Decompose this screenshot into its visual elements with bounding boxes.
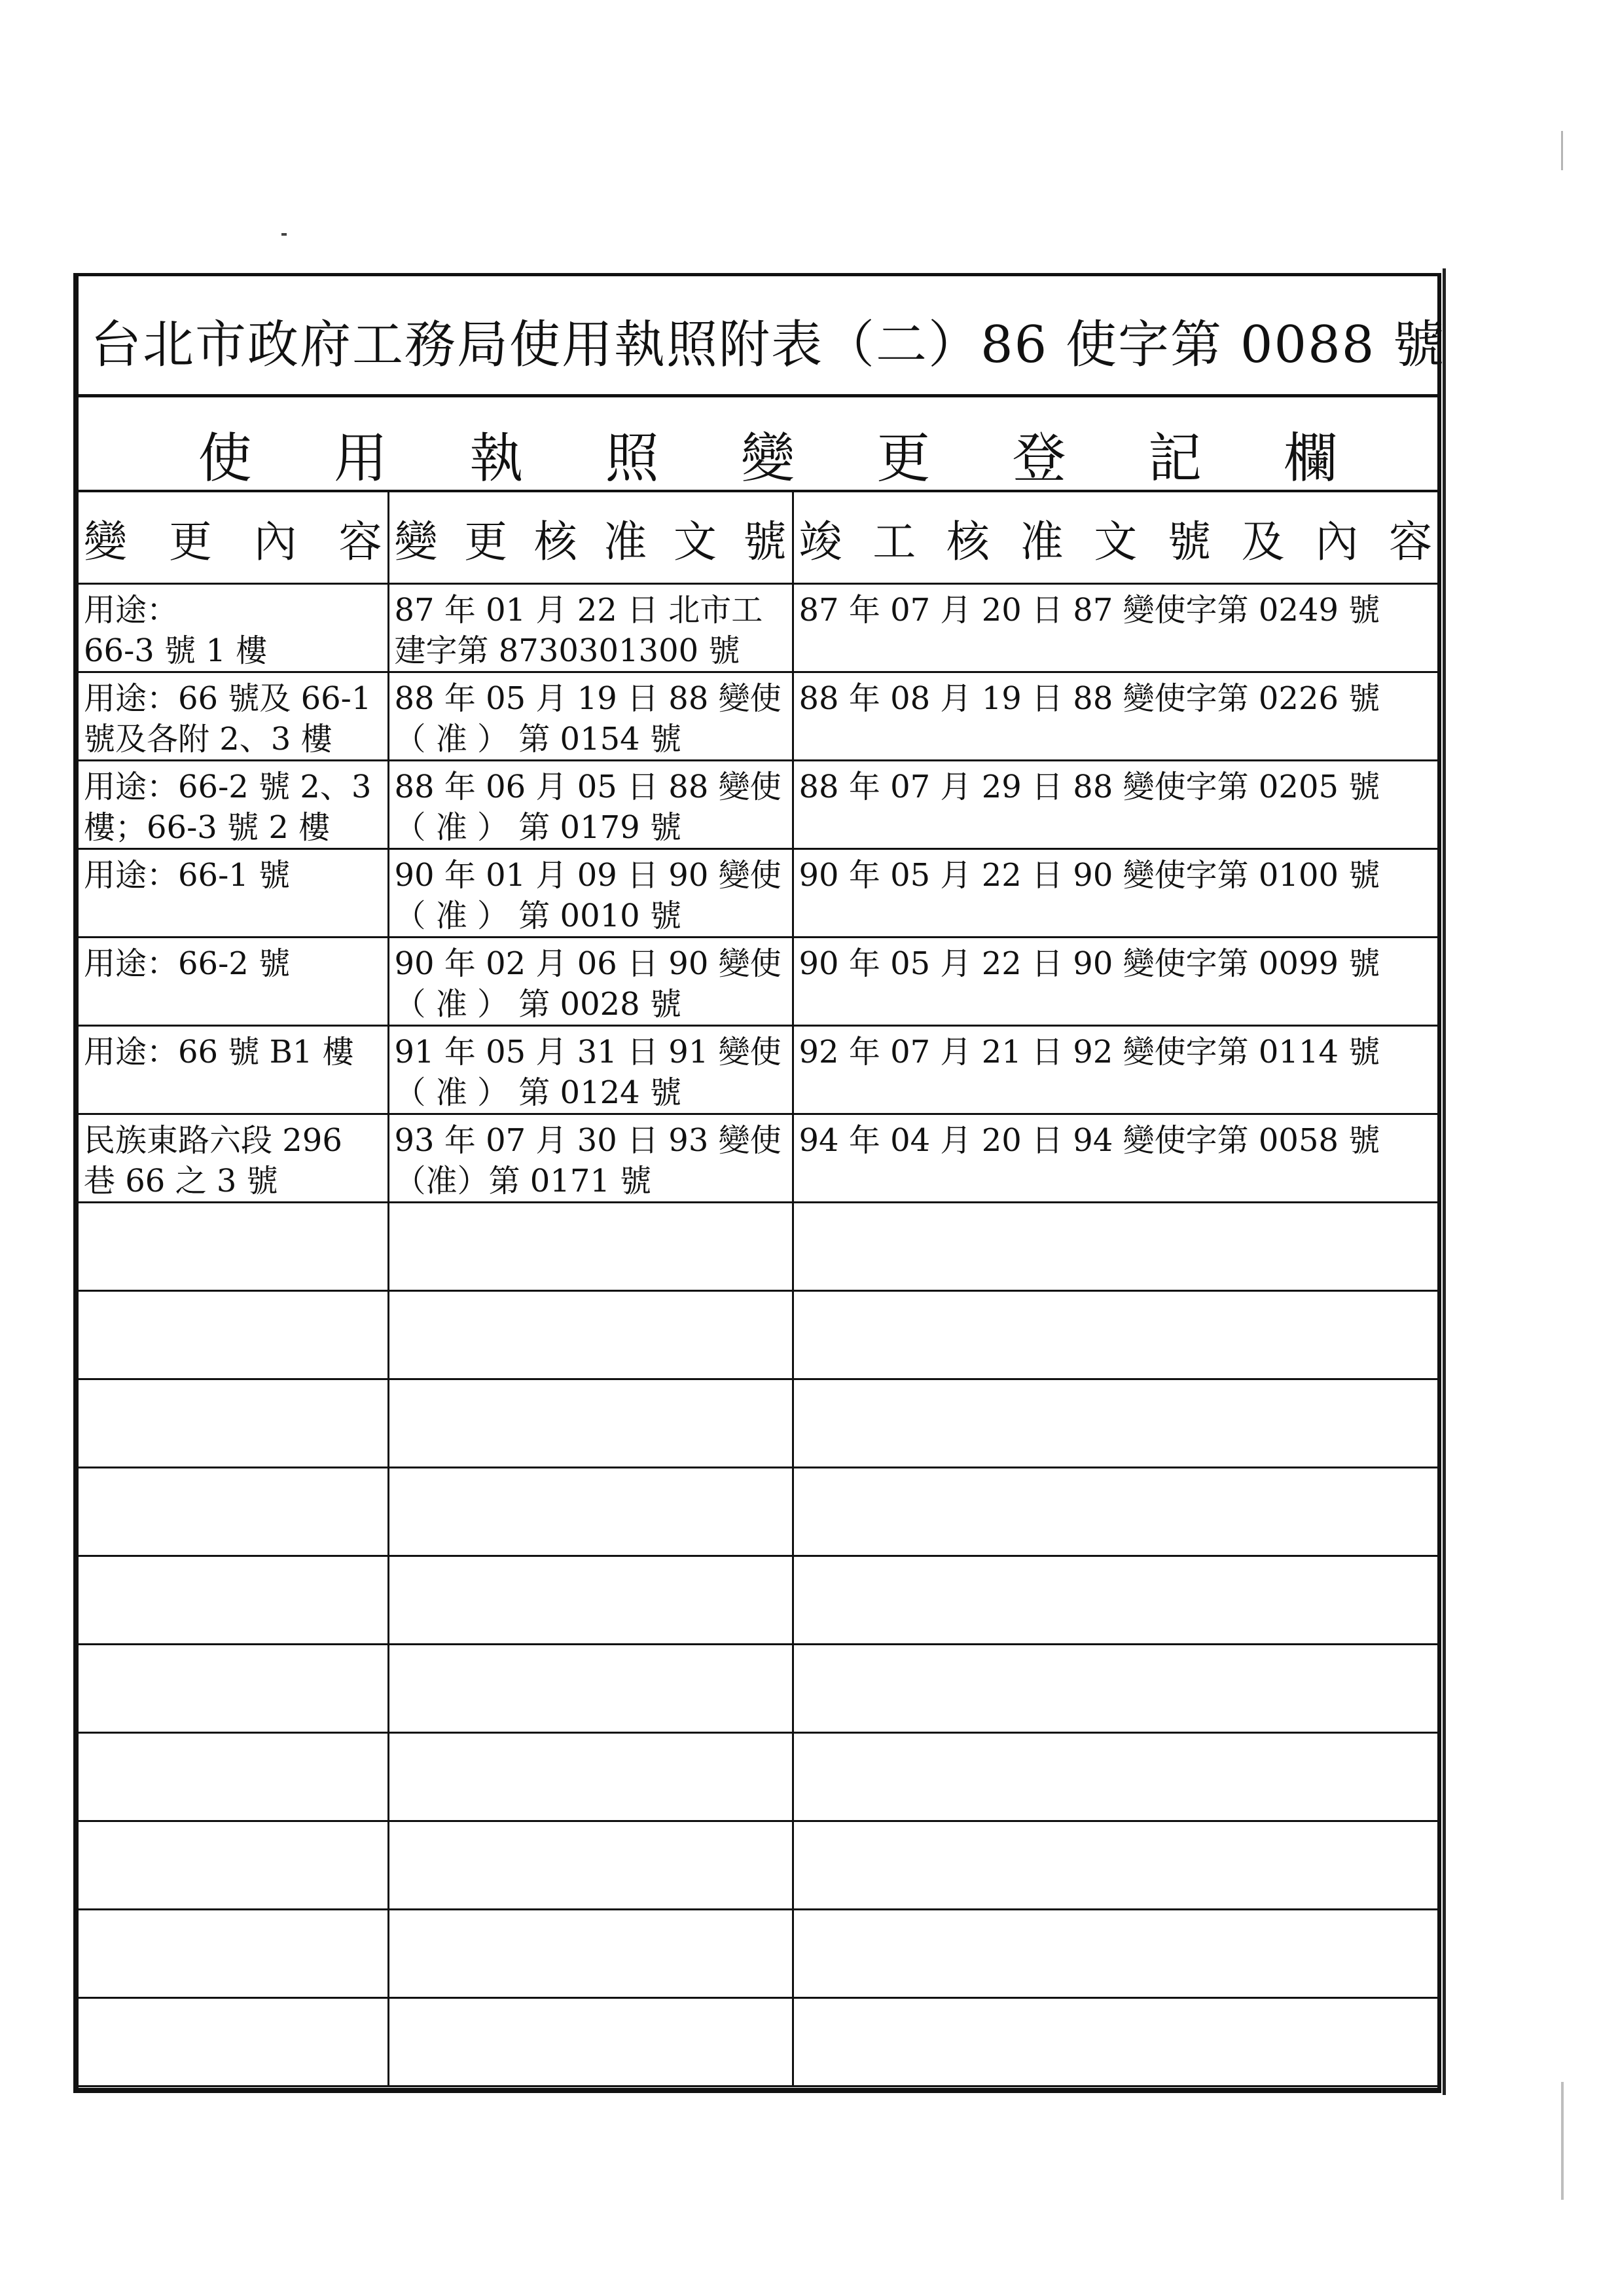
cell-completion-approval [793, 849, 1437, 938]
cell-change-content [79, 1026, 388, 1114]
empty-cell [793, 1468, 1437, 1556]
cell-completion-approval [793, 672, 1437, 761]
change-register-table [79, 492, 1437, 2087]
empty-cell [79, 1910, 388, 1998]
cell-completion-approval [793, 1114, 1437, 1203]
empty-cell [793, 1733, 1437, 1821]
cell-approval-number [388, 1026, 793, 1114]
cell-completion-approval-text: 90 年 05 月 22 日 90 變使字第 0099 號 [799, 945, 1380, 982]
section-heading-char: 執 [469, 428, 524, 490]
empty-cell [388, 1645, 793, 1733]
header-char: 文 [1094, 516, 1138, 567]
table-row [79, 849, 1437, 938]
header-change-content [79, 492, 388, 584]
header-char: 工 [872, 516, 916, 567]
header-char: 容 [338, 516, 382, 567]
header-char: 變 [394, 516, 438, 567]
header-char: 文 [673, 516, 717, 567]
empty-row [79, 1998, 1437, 2086]
cell-change-content [79, 672, 388, 761]
empty-cell [79, 1468, 388, 1556]
empty-row [79, 1291, 1437, 1379]
cell-completion-approval-text: 87 年 07 月 20 日 87 變使字第 0249 號 [799, 592, 1380, 629]
cell-completion-approval-text: 88 年 08 月 19 日 88 變使字第 0226 號 [799, 680, 1380, 717]
section-heading-char: 記 [1147, 428, 1202, 490]
empty-row [79, 1821, 1437, 1910]
cell-change-content-text: 用途： 66-3 號 1 樓 [84, 592, 268, 669]
empty-cell [79, 1379, 388, 1468]
header-char: 准 [603, 516, 647, 567]
cell-approval-number-text: 88 年 05 月 19 日 88 變使 （ 准 ） 第 0154 號 [394, 680, 782, 757]
header-char: 號 [743, 516, 787, 567]
header-char: 內 [253, 516, 297, 567]
title-row [79, 276, 1446, 397]
cell-completion-approval-text: 90 年 05 月 22 日 90 變使字第 0100 號 [799, 857, 1380, 894]
cell-change-content [79, 761, 388, 849]
cell-approval-number-text: 90 年 02 月 06 日 90 變使 （ 准 ） 第 0028 號 [394, 945, 782, 1023]
cell-change-content-text: 用途：66-2 號 [84, 945, 291, 982]
empty-cell [79, 1645, 388, 1733]
cell-approval-number [388, 761, 793, 849]
section-heading-char: 照 [605, 428, 659, 490]
table-row [79, 761, 1437, 849]
cell-completion-approval [793, 938, 1437, 1026]
empty-cell [388, 1203, 793, 1291]
table-row [79, 1026, 1437, 1114]
table-body [79, 584, 1437, 2086]
cell-change-content-text: 用途：66-2 號 2、3 樓；66-3 號 2 樓 [84, 769, 372, 846]
empty-cell [79, 1203, 388, 1291]
empty-cell [388, 1733, 793, 1821]
document-title: 台北市政府工務局使用執照附表（二）86 使字第 0088 號 [90, 316, 1446, 374]
empty-row [79, 1203, 1437, 1291]
empty-row [79, 1910, 1437, 1998]
cell-approval-number [388, 849, 793, 938]
cell-approval-number-text: 90 年 01 月 09 日 90 變使 （ 准 ） 第 0010 號 [394, 857, 782, 934]
empty-row [79, 1556, 1437, 1645]
empty-cell [793, 1910, 1437, 1998]
cell-change-content-text: 用途：66-1 號 [84, 857, 291, 894]
empty-cell [79, 1821, 388, 1910]
cell-change-content-text: 民族東路六段 296 巷 66 之 3 號 [84, 1122, 342, 1199]
cell-approval-number [388, 672, 793, 761]
empty-cell [793, 1556, 1437, 1645]
table-header-row [79, 492, 1437, 584]
cell-approval-number-text: 88 年 06 月 05 日 88 變使 （ 准 ） 第 0179 號 [394, 769, 782, 846]
header-approval-number [388, 492, 793, 584]
empty-cell [793, 1203, 1437, 1291]
empty-cell [793, 1379, 1437, 1468]
section-heading-char: 用 [333, 428, 387, 490]
cell-completion-approval [793, 584, 1437, 672]
section-heading [79, 416, 1437, 492]
cell-completion-approval [793, 1026, 1437, 1114]
cell-approval-number-text: 87 年 01 月 22 日 北市工 建字第 8730301300 號 [394, 592, 763, 669]
header-char: 內 [1315, 516, 1359, 567]
empty-cell [79, 1291, 388, 1379]
section-heading-row [79, 397, 1437, 492]
section-heading-char: 更 [876, 428, 931, 490]
header-char: 更 [168, 516, 212, 567]
empty-cell [388, 1998, 793, 2086]
empty-row [79, 1468, 1437, 1556]
cell-completion-approval-text: 88 年 07 月 29 日 88 變使字第 0205 號 [799, 769, 1380, 805]
empty-cell [388, 1291, 793, 1379]
empty-cell [793, 1821, 1437, 1910]
cell-change-content [79, 849, 388, 938]
empty-cell [793, 1998, 1437, 2086]
scan-speck [1561, 131, 1563, 170]
cell-change-content-text: 用途：66 號 B1 樓 [84, 1034, 354, 1070]
empty-row [79, 1733, 1437, 1821]
page-edge-shadow [1443, 268, 1446, 2095]
cell-approval-number [388, 938, 793, 1026]
header-char: 及 [1241, 516, 1285, 567]
cell-approval-number [388, 1114, 793, 1203]
empty-cell [388, 1468, 793, 1556]
header-char: 准 [1020, 516, 1064, 567]
empty-cell [388, 1910, 793, 1998]
cell-completion-approval-text: 94 年 04 月 20 日 94 變使字第 0058 號 [799, 1122, 1380, 1159]
section-heading-char: 欄 [1284, 428, 1338, 490]
cell-change-content [79, 1114, 388, 1203]
empty-cell [79, 1556, 388, 1645]
empty-cell [79, 1998, 388, 2086]
cell-approval-number [388, 584, 793, 672]
header-char: 變 [84, 516, 127, 567]
cell-completion-approval-text: 92 年 07 月 21 日 92 變使字第 0114 號 [799, 1034, 1380, 1070]
usage-permit-form [73, 273, 1446, 2093]
cell-approval-number-text: 91 年 05 月 31 日 91 變使 （ 准 ） 第 0124 號 [394, 1034, 782, 1111]
section-heading-char: 使 [198, 428, 252, 490]
empty-cell [793, 1291, 1437, 1379]
header-char: 更 [464, 516, 508, 567]
empty-row [79, 1645, 1437, 1733]
header-char: 竣 [799, 516, 842, 567]
table-row [79, 938, 1437, 1026]
empty-cell [388, 1556, 793, 1645]
header-completion-approval [793, 492, 1437, 584]
header-char: 號 [1167, 516, 1211, 567]
header-char: 容 [1389, 516, 1432, 567]
table-row [79, 1114, 1437, 1203]
cell-completion-approval [793, 761, 1437, 849]
header-char: 核 [533, 516, 577, 567]
cell-change-content-text: 用途：66 號及 66-1 號及各附 2、3 樓 [84, 680, 372, 757]
table-row [79, 584, 1437, 672]
table-row [79, 672, 1437, 761]
scan-speck [281, 233, 287, 236]
empty-cell [388, 1821, 793, 1910]
empty-row [79, 1379, 1437, 1468]
empty-cell [793, 1645, 1437, 1733]
empty-cell [79, 1733, 388, 1821]
cell-change-content [79, 938, 388, 1026]
section-heading-char: 變 [740, 428, 795, 490]
cell-change-content [79, 584, 388, 672]
header-char: 核 [946, 516, 990, 567]
section-heading-char: 登 [1012, 428, 1066, 490]
scan-speck [1561, 2082, 1564, 2200]
empty-cell [388, 1379, 793, 1468]
cell-approval-number-text: 93 年 07 月 30 日 93 變使 （准）第 0171 號 [394, 1122, 782, 1199]
